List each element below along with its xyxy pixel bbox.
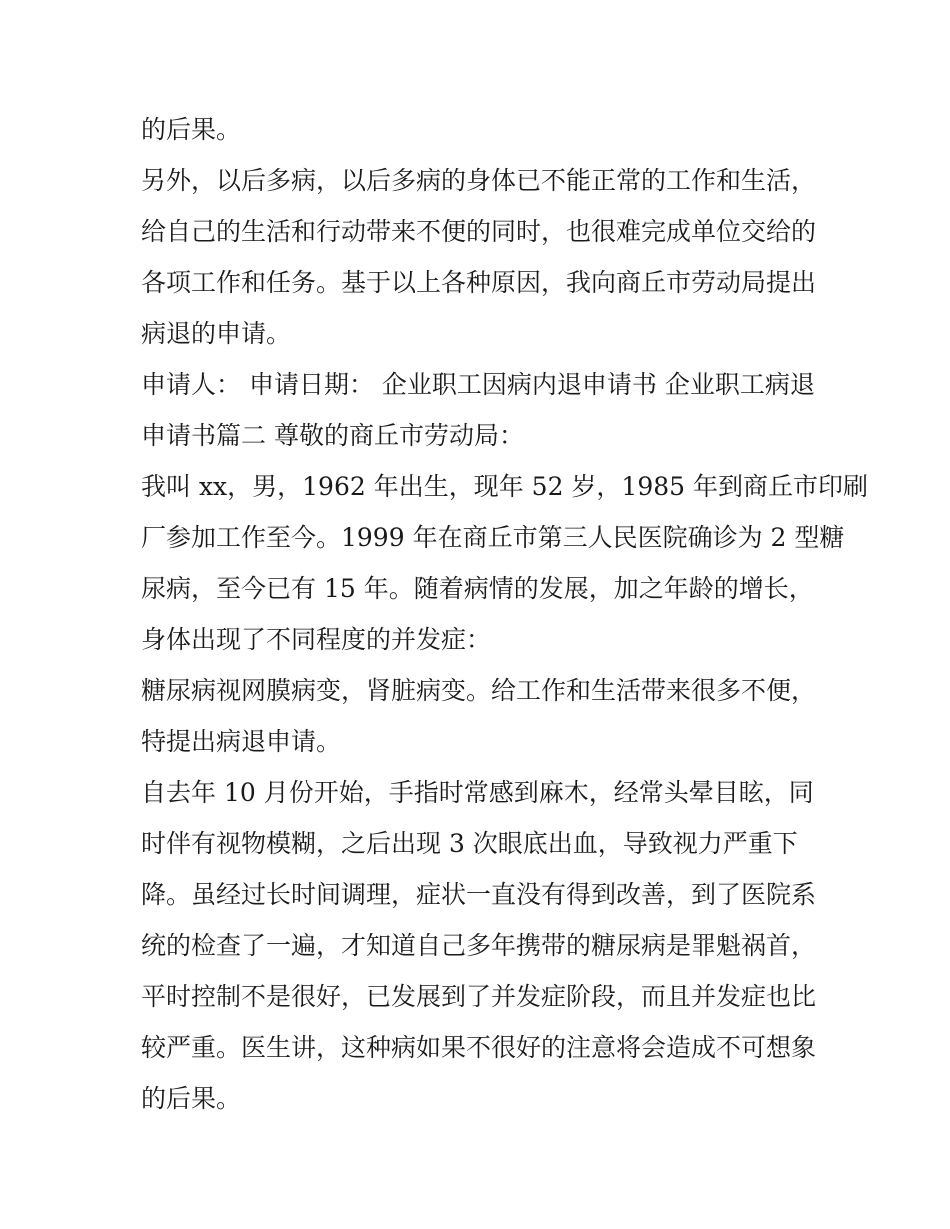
text-line-15: 时伴有视物模糊，之后出现 3 次眼底出血，导致视力严重下 [141, 829, 798, 858]
text-line-1: 的后果。 [141, 115, 242, 144]
text-line-16: 降。虽经过长时间调理，症状一直没有得到改善，到了医院系 [141, 880, 817, 909]
text-line-20: 的后果。 [141, 1084, 242, 1113]
text-line-10: 尿病，至今已有 15 年。随着病情的发展，加之年龄的增长， [141, 574, 814, 603]
text-line-19: 较严重。医生讲，这种病如果不很好的注意将会造成不可想象 [141, 1033, 817, 1062]
text-line-13: 特提出病退申请。 [141, 727, 342, 756]
text-line-5: 病退的申请。 [141, 319, 292, 348]
text-line-17: 统的检查了一遍，才知道自己多年携带的糖尿病是罪魁祸首， [141, 931, 817, 960]
text-line-9: 厂参加工作至今。1999 年在商丘市第三人民医院确诊为 2 型糖 [141, 523, 845, 552]
text-line-12: 糖尿病视网膜病变，肾脏病变。给工作和生活带来很多不便， [141, 676, 817, 705]
text-line-6: 申请人： 申请日期： 企业职工因病内退申请书 企业职工病退 [141, 370, 815, 399]
text-line-4: 各项工作和任务。基于以上各种原因，我向商丘市劳动局提出 [141, 268, 817, 297]
text-line-3: 给自己的生活和行动带来不便的同时，也很难完成单位交给的 [141, 217, 817, 246]
text-line-11: 身体出现了不同程度的并发症： [141, 625, 492, 654]
text-line-2: 另外，以后多病，以后多病的身体已不能正常的工作和生活， [141, 166, 817, 195]
document-body [141, 104, 868, 1124]
text-line-8: 我叫 xx，男，1962 年出生，现年 52 岁，1985 年到商丘市印刷 [141, 472, 868, 501]
text-line-18: 平时控制不是很好，已发展到了并发症阶段，而且并发症也比 [141, 982, 817, 1011]
text-line-14: 自去年 10 月份开始，手指时常感到麻木，经常头晕目眩，同 [141, 778, 814, 807]
text-line-7: 申请书篇二 尊敬的商丘市劳动局： [141, 421, 524, 450]
